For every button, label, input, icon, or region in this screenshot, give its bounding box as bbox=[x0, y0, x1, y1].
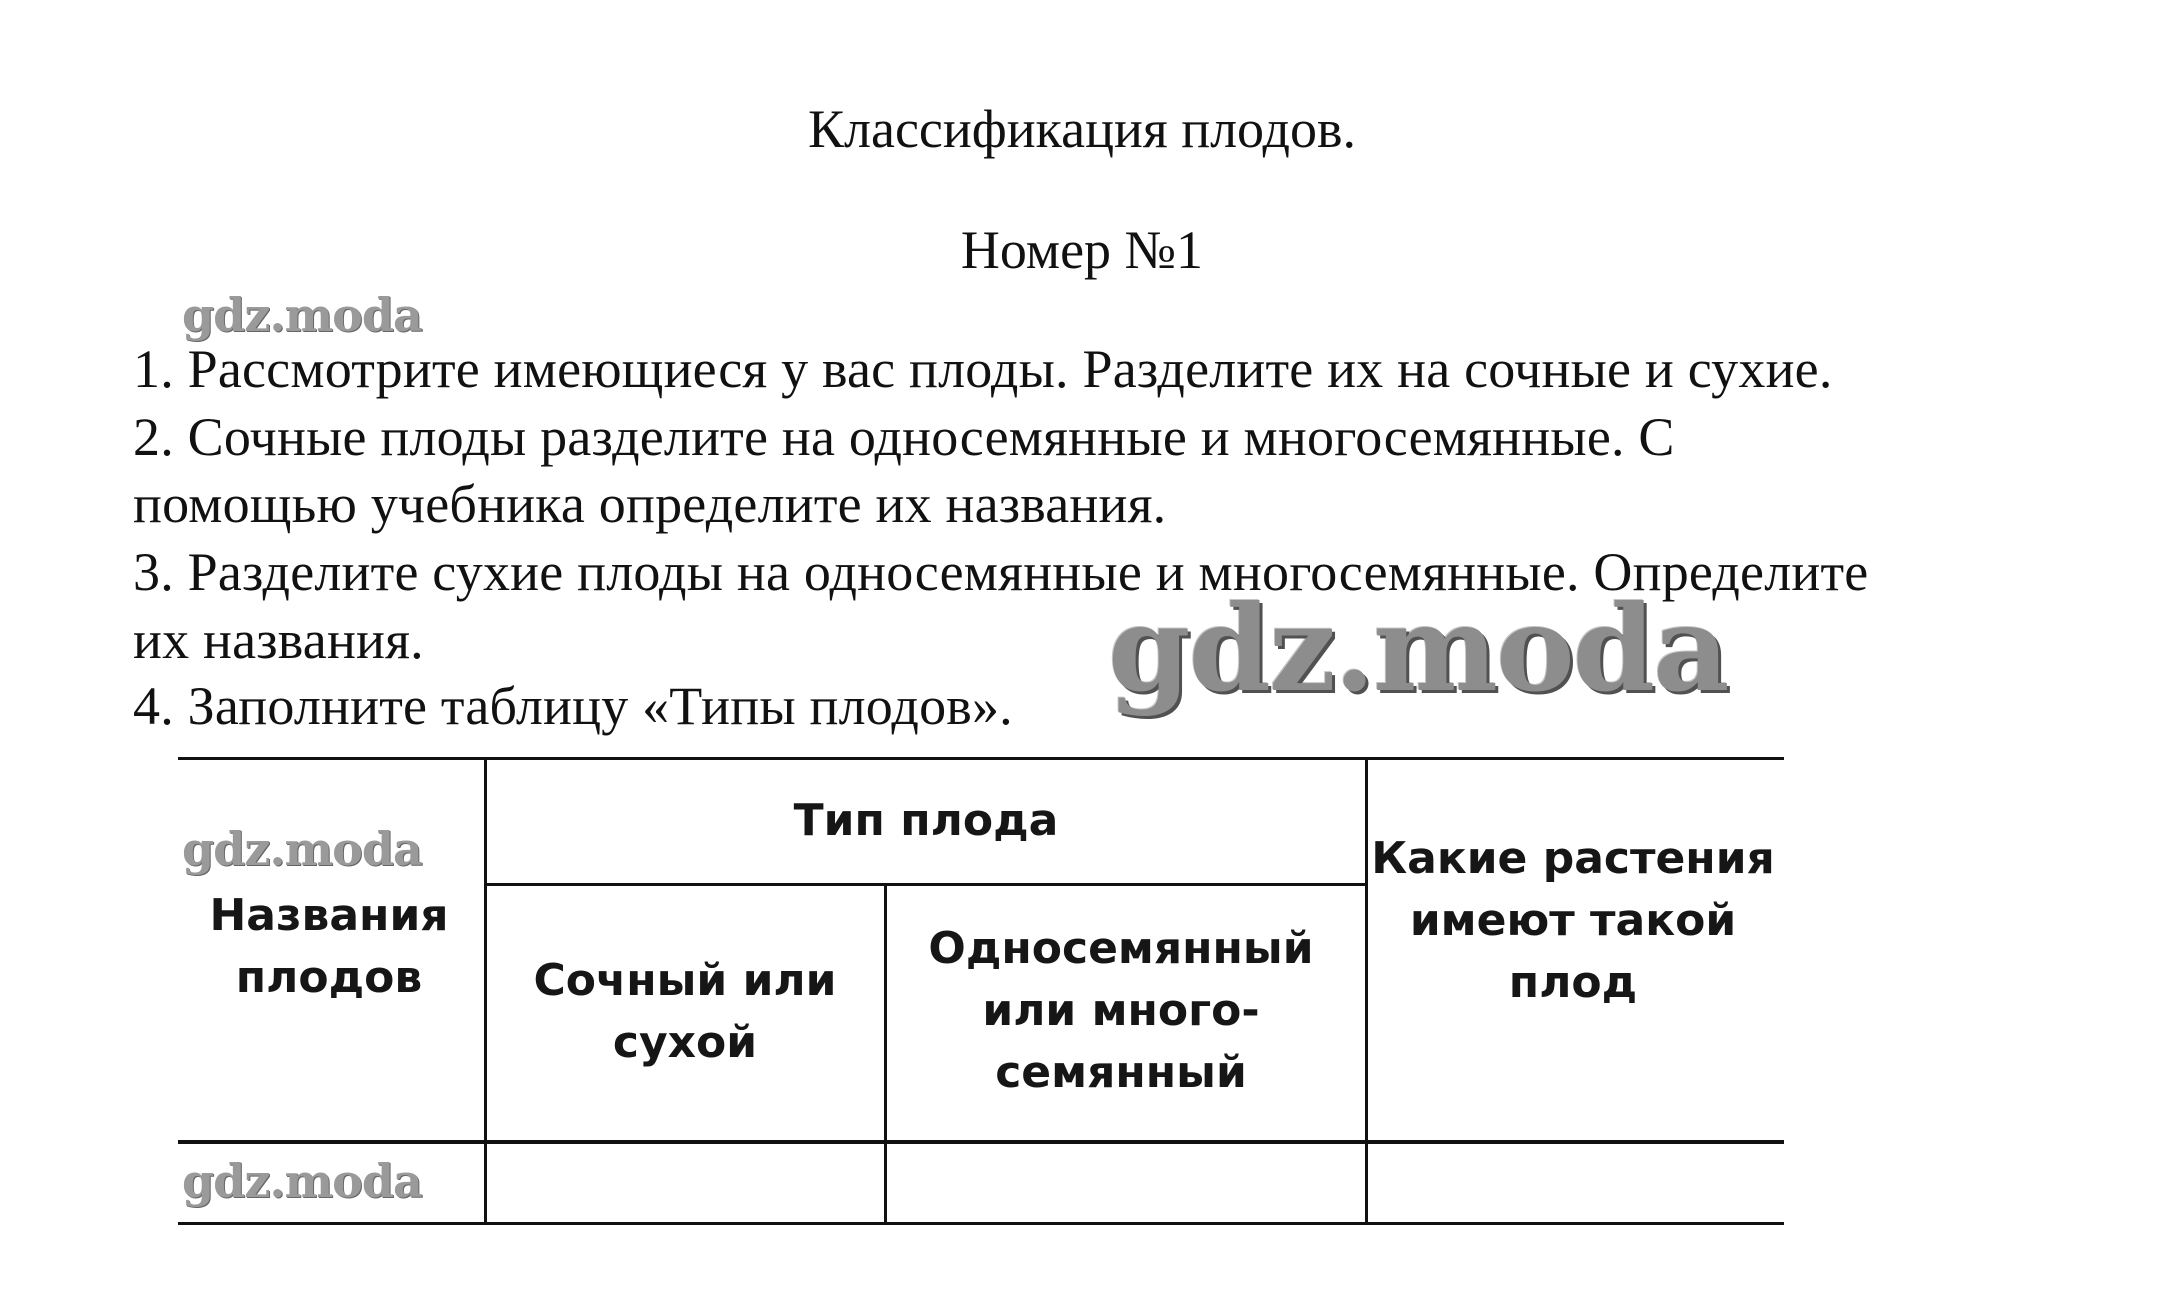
task-line-2: 2. Сочные плоды разделите на односемянные и многосемянные. С bbox=[133, 407, 1675, 467]
task-line-2-continuation: помощью учебника определите их названия. bbox=[133, 474, 1167, 534]
watermark-logo: gdz.moda bbox=[182, 1154, 422, 1208]
header-juicy-or-dry: Сочный или сухой bbox=[533, 955, 837, 1068]
table-header-bottom-border bbox=[178, 1140, 1784, 1144]
task-line-3: 3. Разделите сухие плоды на односемянные и многосемянные. Определите bbox=[133, 542, 1869, 602]
task-line-4: 4. Заполните таблицу «Типы плодов». bbox=[133, 676, 1013, 736]
header-plants: Какие растения имеют такой плод bbox=[1371, 833, 1775, 1008]
document-title: Классификация плодов. bbox=[808, 99, 1356, 159]
table-cell-juicy-or-dry[interactable] bbox=[489, 1146, 882, 1222]
table-cell-seeds[interactable] bbox=[889, 1146, 1363, 1222]
task-number: Номер №1 bbox=[960, 220, 1204, 280]
table-subheader-divider bbox=[485, 883, 1367, 886]
watermark-logo-large: gdz.moda bbox=[1108, 579, 1728, 718]
watermark-logo: gdz.moda bbox=[182, 288, 422, 342]
table-bottom-border bbox=[178, 1222, 1784, 1225]
header-fruit-names: Названия плодов bbox=[209, 890, 449, 1003]
task-line-3-continuation: их названия. bbox=[133, 610, 424, 670]
header-single-or-multi-seed: Односемянный или много-семянный bbox=[928, 923, 1314, 1098]
table-cell-plants[interactable] bbox=[1370, 1146, 1782, 1222]
table-top-border bbox=[178, 757, 1784, 760]
task-line-1: 1. Рассмотрите имеющиеся у вас плоды. Разделите их на сочные и сухие. bbox=[133, 339, 1833, 399]
header-fruit-type: Тип плода bbox=[793, 795, 1059, 846]
watermark-logo: gdz.moda bbox=[182, 822, 422, 876]
